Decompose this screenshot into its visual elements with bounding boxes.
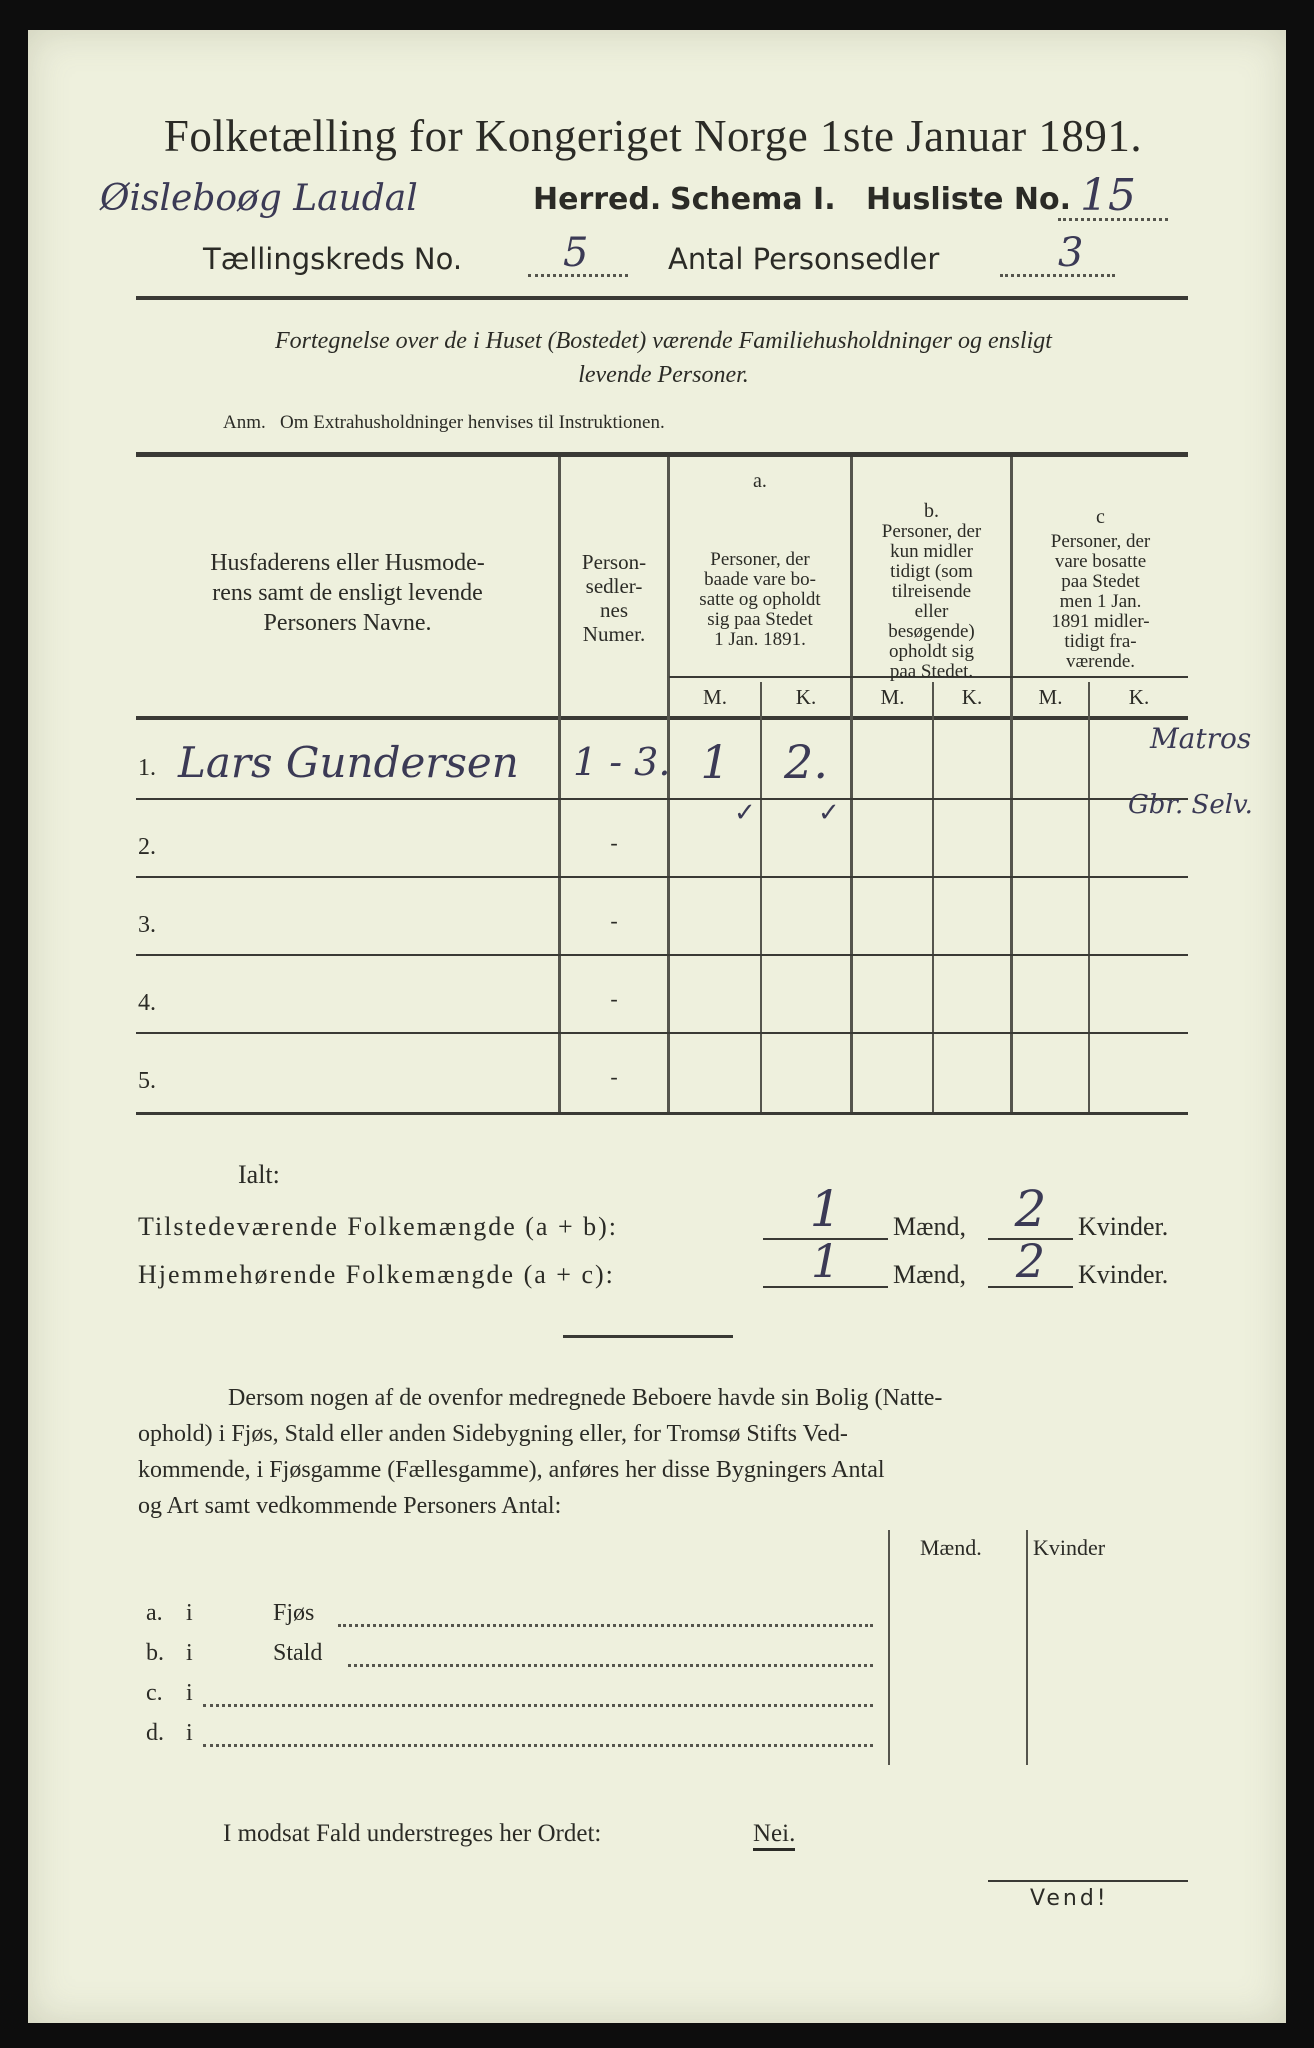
list-dots (203, 1744, 873, 1747)
col-a-line: Personer, der (710, 549, 810, 570)
col-num-line: Person- (581, 550, 647, 574)
row-name: Lars Gundersen (178, 738, 519, 787)
list-label: Stald (273, 1640, 323, 1666)
row-number: 2. (138, 834, 156, 860)
col-num-line: Numer. (582, 622, 646, 646)
separator-rule (563, 1335, 733, 1338)
hjem-label: Hjemmehørende Folkemængde (a + c): (138, 1260, 615, 1289)
list-letter: a. (146, 1600, 163, 1626)
table-bottom-rule (136, 1112, 1188, 1115)
schema-label: Schema I. (670, 182, 836, 217)
col-b-line: paa Stedet. (889, 661, 974, 682)
tilst-k-value: 2 (1014, 1180, 1047, 1238)
col-a-line: satte og opholdt (699, 589, 821, 610)
list-kvinder-header: Kvinder (1033, 1535, 1106, 1560)
row-note-occupation: Matros (1150, 722, 1252, 755)
col-a-line: 1 Jan. 1891. (714, 629, 806, 650)
row-number: 3. (138, 912, 156, 938)
hjem-k-value: 2 (1015, 1234, 1046, 1288)
col-c-mk-divider (1088, 682, 1090, 1112)
check-mark: ✓ (818, 798, 840, 828)
col-a-header (670, 550, 850, 650)
form-title: Folketælling for Kongeriget Norge 1ste Januar 1891. (163, 111, 1143, 161)
col-name-line: Personers Navne. (263, 610, 432, 636)
col-c-line: vare bosatte (1054, 551, 1147, 572)
row-person-num: - (610, 908, 618, 933)
col-a-line: sig paa Stedet (707, 609, 813, 630)
row-a-m: 1 (700, 735, 730, 789)
nei-word: Nei. (753, 1820, 795, 1851)
row-rule (136, 876, 1188, 878)
census-form-page (28, 30, 1286, 2023)
row-a-k: 2. (784, 735, 828, 789)
tilst-maend-label: Mænd, (893, 1212, 966, 1241)
row-person-num: - (610, 1064, 618, 1089)
row-number: 5. (138, 1068, 156, 1094)
note-paragraph (138, 1380, 1193, 1524)
tilst-m-value: 1 (809, 1180, 842, 1238)
list-i: i (186, 1600, 193, 1626)
row-rule (136, 1032, 1188, 1034)
col-name-line: Husfaderens eller Husmode- (210, 550, 485, 576)
list-divider (1026, 1530, 1028, 1765)
note-line: kommende, i Fjøsgamme (Fællesgamme), anføres her disse Bygningers Antal (138, 1457, 885, 1483)
herred-label: Herred. (533, 182, 662, 217)
col-b-line: besøgende) (888, 621, 975, 642)
col-c-letter: c (1096, 506, 1105, 528)
list-maend-header: Mænd. (920, 1535, 982, 1560)
list-letter: b. (146, 1640, 164, 1666)
col-b-header (853, 522, 1010, 682)
row-rule (136, 798, 1188, 800)
hjem-m-value: 1 (810, 1234, 841, 1288)
row-person-num: - (610, 986, 618, 1011)
col-num-line: sedler- (585, 574, 643, 598)
col-b-letter: b. (924, 500, 939, 522)
tilst-label: Tilstedeværende Folkemængde (a + b): (138, 1212, 618, 1241)
col-b-m-label: M. (880, 685, 905, 709)
col-b-mk-divider (932, 682, 934, 1112)
col-c-m-label: M. (1038, 685, 1063, 709)
kreds-value: 5 (563, 230, 589, 276)
vend-label: Vend! (1030, 1886, 1109, 1911)
note-line: Dersom nogen af de ovenfor medregnede Beboere havde sin Bolig (Natte- (228, 1385, 943, 1411)
list-divider (888, 1530, 890, 1765)
row-person-num: 1 - 3. (573, 740, 671, 784)
list-i: i (186, 1640, 193, 1666)
col-a-k-label: K. (795, 685, 817, 709)
col-a-line: baade vare bo- (704, 569, 816, 590)
list-letter: c. (146, 1680, 163, 1706)
col-a-m-label: M. (703, 685, 727, 709)
col-b-line: tidigt (som (890, 561, 973, 582)
col-c-line: 1891 midler- (1051, 611, 1150, 632)
col-b-line: opholdt sig (889, 641, 974, 662)
col-c-line: Personer, der (1050, 531, 1151, 552)
header-rule (136, 296, 1188, 300)
intro-line-2: levende Personer. (578, 362, 749, 388)
hjem-kvinder-label: Kvinder. (1078, 1260, 1169, 1289)
antal-value: 3 (1058, 230, 1084, 276)
modsat-label: I modsat Fald understreges her Ordet: (223, 1820, 602, 1847)
list-i: i (186, 1720, 193, 1746)
row-number: 4. (138, 990, 156, 1016)
col-c-k-label: K. (1128, 685, 1150, 709)
col-a-letter: a. (753, 470, 767, 492)
col-c-line: men 1 Jan. (1059, 591, 1142, 612)
list-dots (203, 1704, 873, 1707)
list-dots (338, 1624, 873, 1627)
col-num-line: nes (600, 598, 628, 622)
husliste-label: Husliste No. (866, 182, 1071, 217)
col-name-line: rens samt de ensligt levende (212, 580, 483, 606)
list-label: Fjøs (273, 1600, 315, 1626)
col-num-header (561, 550, 667, 646)
row-number: 1. (138, 755, 156, 781)
kreds-label: Tællingskreds No. (203, 242, 463, 276)
row-rule (136, 954, 1188, 956)
list-letter: d. (146, 1720, 164, 1746)
husliste-value: 15 (1080, 170, 1136, 221)
col-c-line: paa Stedet (1061, 571, 1140, 592)
col-b-k-label: K. (961, 685, 983, 709)
row-note-status: Gbr. Selv. (1128, 790, 1253, 820)
ialt-label: Ialt: (238, 1160, 280, 1189)
col-name-header (140, 548, 555, 638)
check-mark: ✓ (734, 798, 756, 828)
note-line: ophold) i Fjøs, Stald eller anden Sidebygning eller, for Tromsø Stifts Ved- (138, 1421, 848, 1447)
hjem-maend-label: Mænd, (893, 1260, 966, 1289)
col-c-line: tidigt fra- (1064, 631, 1137, 652)
tilst-kvinder-label: Kvinder. (1078, 1212, 1169, 1241)
col-b-line: Personer, der (881, 521, 982, 542)
col-b-line: tilreisende (891, 581, 972, 602)
table-header-rule (136, 716, 1188, 720)
antal-label: Antal Personsedler (668, 242, 940, 276)
herred-handwritten: Øisleboøg Laudal (100, 178, 418, 219)
col-b-line: kun midler (890, 541, 973, 562)
note-line: og Art samt vedkommende Personers Antal: (138, 1493, 562, 1519)
table-top-rule (136, 452, 1188, 457)
list-dots (348, 1664, 873, 1667)
anm-note: Anm. Om Extrahusholdninger henvises til Instruktionen. (223, 412, 665, 433)
col-c-line: værende. (1065, 651, 1136, 672)
list-i: i (186, 1680, 193, 1706)
intro-line-1: Fortegnelse over de i Huset (Bostedet) værende Familiehusholdninger og ensligt (275, 328, 1052, 354)
col-b-line: eller (914, 601, 949, 622)
row-person-num: - (610, 830, 618, 855)
col-c-header (1013, 532, 1188, 672)
vend-rule (988, 1880, 1188, 1882)
